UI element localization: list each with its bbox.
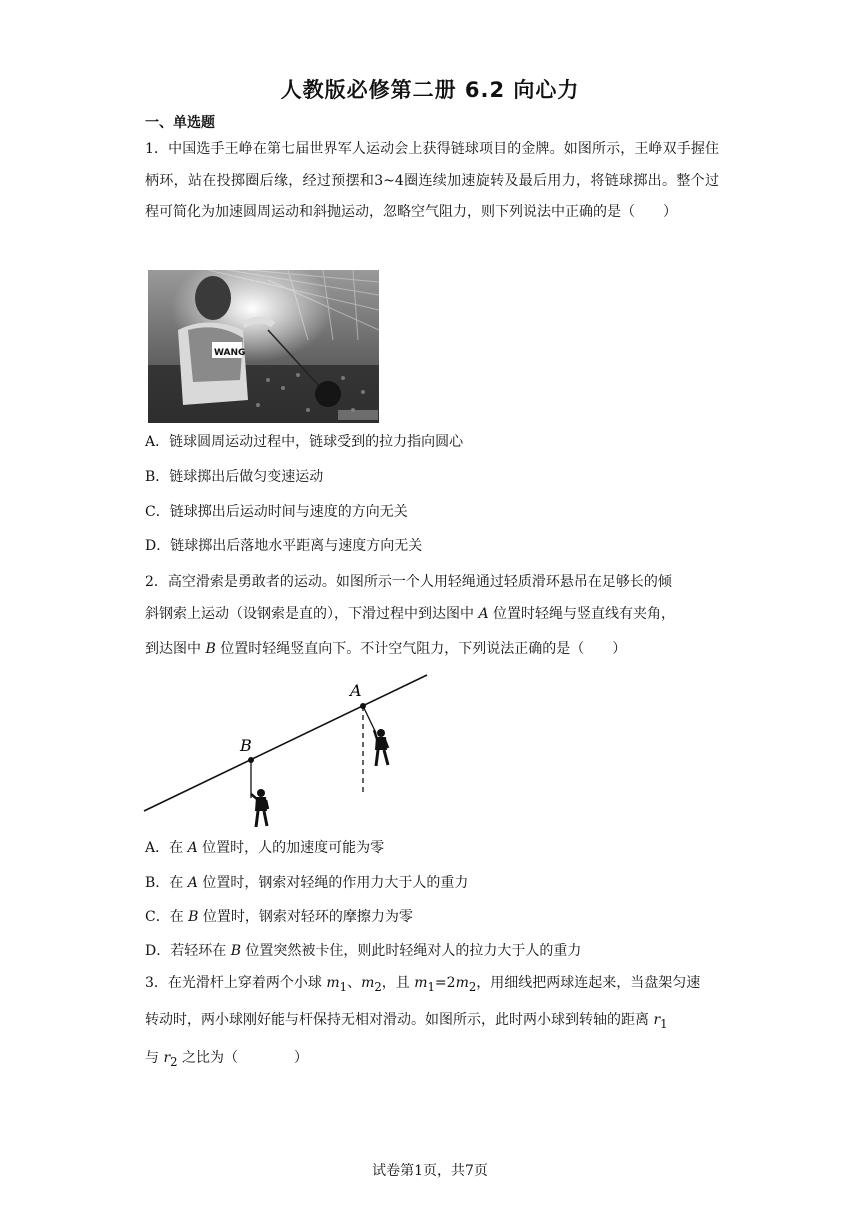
q2-line3-var: B (205, 641, 216, 657)
q3-eq-m1-sub: 1 (427, 979, 435, 994)
q3-m1-sub: 1 (339, 979, 348, 994)
section-heading: 一、单选题 (145, 115, 215, 131)
question-3-text (145, 968, 719, 1078)
question-3-line-2 (145, 1005, 719, 1040)
question-2-text (145, 567, 719, 666)
question-2-option-b[interactable] (145, 873, 468, 893)
q3-r1-sub: 1 (660, 1017, 668, 1032)
question-1-text: 1．中国选手王峥在第七届世界军人运动会上获得链球项目的金牌。如图所示，王峥双手握住柄环，站在投掷圈后缘，经过预摆和3~4圈连续加速旋转及最后用力，将链球掷出。整个过程可简化为加速圆周运动和斜抛运动，忽略空气阻力，则下列说法中正确的是（ ） (145, 141, 719, 220)
question-2-line-1: 2．高空滑索是勇敢者的运动。如图所示一个人用轻绳通过轻质滑环悬吊在足够长的倾 (145, 574, 672, 590)
question-2-option-c[interactable] (145, 907, 413, 927)
person-b (251, 789, 268, 827)
q3-r1: r (653, 1012, 661, 1029)
question-1-option-b[interactable]: B．链球掷出后做匀变速运动 (145, 469, 324, 485)
q3-eq-m2-sub: 2 (468, 979, 477, 994)
question-3-line-1 (145, 968, 719, 1003)
q3-l2-a: 转动时，两小球刚好能与杆保持无相对滑动。如图所示，此时两小球到转轴的距离 (145, 1012, 654, 1029)
question-1-option-a[interactable]: A．链球圆周运动过程中，链球受到的拉力指向圆心 (145, 434, 464, 450)
q3-mid: ，且 (381, 975, 415, 991)
q2-opt-d-post: 位置突然被卡住，则此时轻绳对人的拉力大于人的重力 (240, 943, 582, 959)
q3-l1-a: 3．在光滑杆上穿着两个小球 (145, 975, 327, 991)
q3-m2-sub: 2 (374, 979, 382, 994)
label-a: A (350, 681, 362, 700)
q3-l1-b: ，用细线把两球连起来，当盘架匀速 (476, 975, 701, 991)
q2-opt-c-var: B (188, 909, 199, 925)
q3-eq-m1: m (414, 975, 428, 991)
q3-l3-a: 与 (145, 1049, 164, 1066)
zipline-diagram (140, 670, 440, 832)
question-3-line-3 (145, 1043, 719, 1078)
q3-m2: m (361, 975, 375, 991)
q2-opt-c-post: 位置时，钢索对轻环的摩擦力为零 (198, 909, 413, 925)
q3-eq: =2 (434, 975, 456, 991)
q2-opt-b-post: 位置时，钢索对轻绳的作用力大于人的重力 (197, 875, 469, 891)
q2-opt-a-post: 位置时，人的加速度可能为零 (197, 840, 385, 856)
q3-r2: r (163, 1049, 171, 1066)
q3-r2-sub: 2 (170, 1054, 178, 1069)
athlete-bib-text: WANG (214, 348, 246, 358)
q3-l3-b: 之比为（ ） (177, 1049, 309, 1066)
hammer-throw-photo (148, 270, 379, 423)
question-1-option-c[interactable]: C．链球掷出后运动时间与速度的方向无关 (145, 504, 408, 520)
q2-opt-b-var: A (187, 875, 198, 891)
question-1-option-d[interactable]: D．链球掷出后落地水平距离与速度方向无关 (145, 538, 423, 554)
q2-line2-var: A (478, 605, 489, 622)
q2-line3-post: 位置时轻绳竖直向下。不计空气阻力，下列说法正确的是（ ） (215, 641, 627, 657)
q3-sep: 、 (347, 975, 362, 991)
question-2-line-2 (145, 599, 719, 631)
label-b: B (240, 736, 252, 755)
question-2-option-a[interactable] (145, 838, 384, 858)
q2-opt-d-pre: D．若轻环在 (145, 943, 231, 959)
question-2-line-3 (145, 634, 719, 666)
q2-opt-d-var: B (230, 943, 241, 959)
page-title: 人教版必修第二册 6.2 向心力 (280, 78, 580, 102)
rope-a (363, 706, 376, 733)
q2-opt-a-pre: A．在 (145, 840, 188, 856)
q2-line2-post: 位置时轻绳与竖直线有夹角， (488, 605, 676, 622)
q2-opt-b-pre: B．在 (145, 875, 188, 891)
person-a (374, 729, 388, 766)
q2-line2-pre: 斜钢索上运动（设钢索是直的），下滑过程中到达图中 (145, 605, 479, 622)
q3-m1: m (326, 975, 340, 991)
q2-line3-pre: 到达图中 (145, 641, 206, 657)
page-footer: 试卷第1页，共7页 (372, 1163, 488, 1179)
question-2-option-d[interactable] (145, 941, 581, 961)
q2-opt-c-pre: C．在 (145, 909, 189, 925)
q3-eq-m2: m (455, 975, 469, 991)
q2-opt-a-var: A (187, 840, 198, 856)
